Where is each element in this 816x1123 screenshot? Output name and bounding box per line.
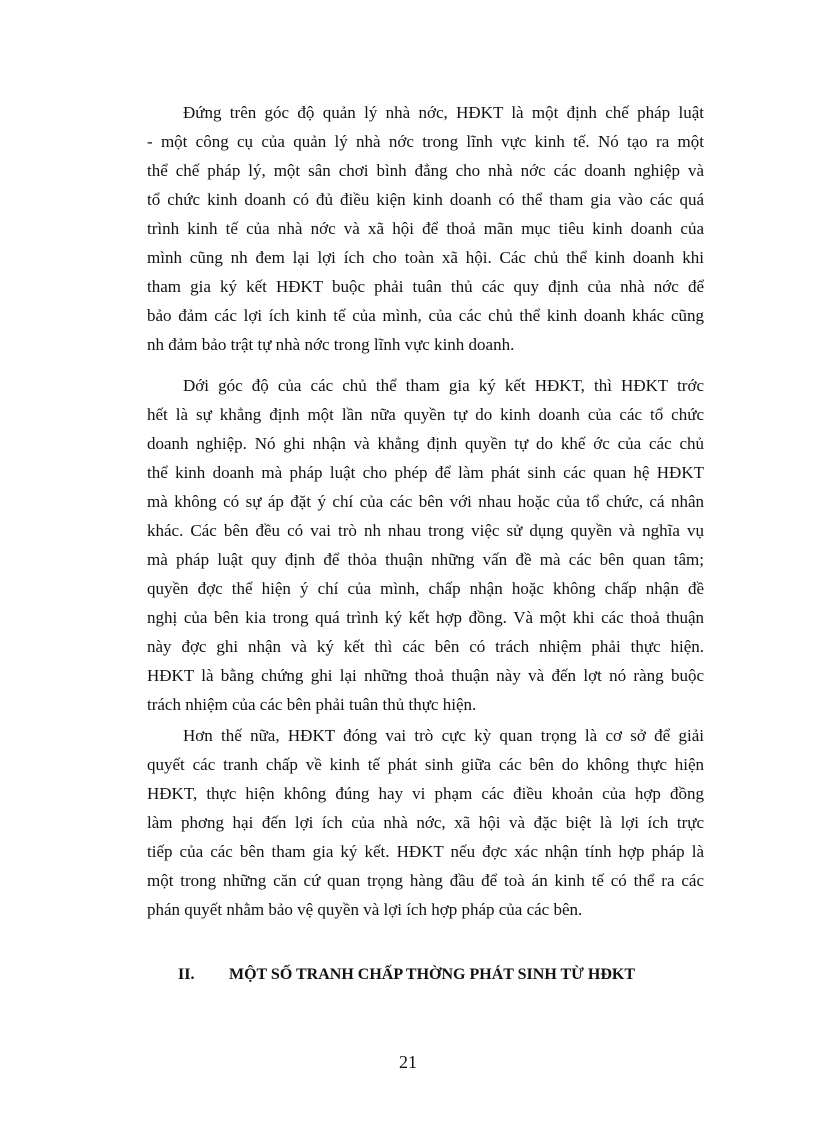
page-number: 21 [399,1052,417,1072]
paragraph-line: HĐKT, thực hiện không đúng hay vi phạm các điều khoản của hợp đồng [147,784,704,803]
paragraph-line: hết là sự khẳng định một lần nữa quyền tự do kinh doanh của các tổ chức [147,405,704,424]
paragraph-line: mà pháp luật quy định để thỏa thuận những vấn đề mà các bên quan tâm; [147,550,704,569]
paragraph-line: tiếp của các bên tham gia ký kết. HĐKT nếu đợc xác nhận tính hợp pháp là [147,842,704,861]
paragraph-line: mà không có sự áp đặt ý chí của các bên với nhau hoặc của tổ chức, cá nhân [147,492,704,511]
paragraph-line: bảo đảm các lợi ích kinh tế của mình, của các chủ thể kinh doanh khác cũng [147,306,704,325]
paragraph-line: thể kinh doanh mà pháp luật cho phép để làm phát sinh các quan hệ HĐKT [147,463,704,482]
paragraph-line: trách nhiệm của các bên phải tuân thủ thực hiện. [147,695,477,714]
paragraph-line: tham gia ký kết HĐKT buộc phải tuân thủ các quy định của nhà nớc để [147,277,704,296]
paragraph-line: phán quyết nhằm bảo vệ quyền và lợi ích hợp pháp của các bên. [147,900,583,919]
paragraph-line: Đứng trên góc độ quản lý nhà nớc, HĐKT là một định chế pháp luật [183,103,704,122]
paragraph-line: này đợc ghi nhận và ký kết thì các bên có trách nhiệm phải thực hiện. [147,637,704,656]
paragraph-line: HĐKT là bằng chứng ghi lại những thoả thuận này và đến lợt nó ràng buộc [147,666,704,685]
section-number: II. [178,966,195,983]
paragraph-line: Hơn thế nữa, HĐKT đóng vai trò cực kỳ quan trọng là cơ sở để giải [183,726,704,745]
paragraph-line: doanh nghiệp. Nó ghi nhận và khẳng định quyền tự do khế ớc của các chủ [147,434,704,453]
paragraph-line: quyết các tranh chấp về kinh tế phát sinh giữa các bên do không thực hiện [147,755,704,774]
paragraph-line: một trong những căn cứ quan trọng hàng đầu để toà án kinh tế có thể ra các [147,871,704,890]
paragraph-line: - một công cụ của quản lý nhà nớc trong lĩnh vực kinh tế. Nó tạo ra một [147,132,704,151]
paragraph-line: làm phơng hại đến lợi ích của nhà nớc, xã hội và đặc biệt là lợi ích trực [147,813,704,832]
paragraph-line: Dới góc độ của các chủ thể tham gia ký kết HĐKT, thì HĐKT trớc [183,376,704,395]
paragraph-line: mình cũng nh đem lại lợi ích cho toàn xã hội. Các chủ thể kinh doanh khi [147,248,704,267]
paragraph-1 [147,98,704,359]
paragraph-line: khác. Các bên đều có vai trò nh nhau trong việc sử dụng quyền và nghĩa vụ [147,521,704,540]
section-title: MỘT SỐ TRANH CHẤP THỜNG PHÁT SINH TỪ HĐKT [229,966,635,983]
section-heading [0,966,816,992]
paragraph-2 [147,371,704,719]
paragraph-line: tổ chức kinh doanh có đủ điều kiện kinh doanh có thể tham gia vào các quá [147,190,704,209]
paragraph-line: thể chế pháp lý, một sân chơi bình đẳng cho nhà nớc các doanh nghiệp và [147,161,704,180]
paragraph-line: nh đảm bảo trật tự nhà nớc trong lĩnh vực kinh doanh. [147,335,515,354]
paragraph-line: nghị của bên kia trong quá trình ký kết hợp đồng. Và một khi các thoả thuận [147,608,704,627]
paragraph-line: quyền đợc thể hiện ý chí của mình, chấp nhận hoặc không chấp nhận đề [147,579,704,598]
paragraph-line: trình kinh tế của nhà nớc và xã hội để thoả mãn mục tiêu kinh doanh của [147,219,704,238]
paragraph-3 [147,721,704,924]
